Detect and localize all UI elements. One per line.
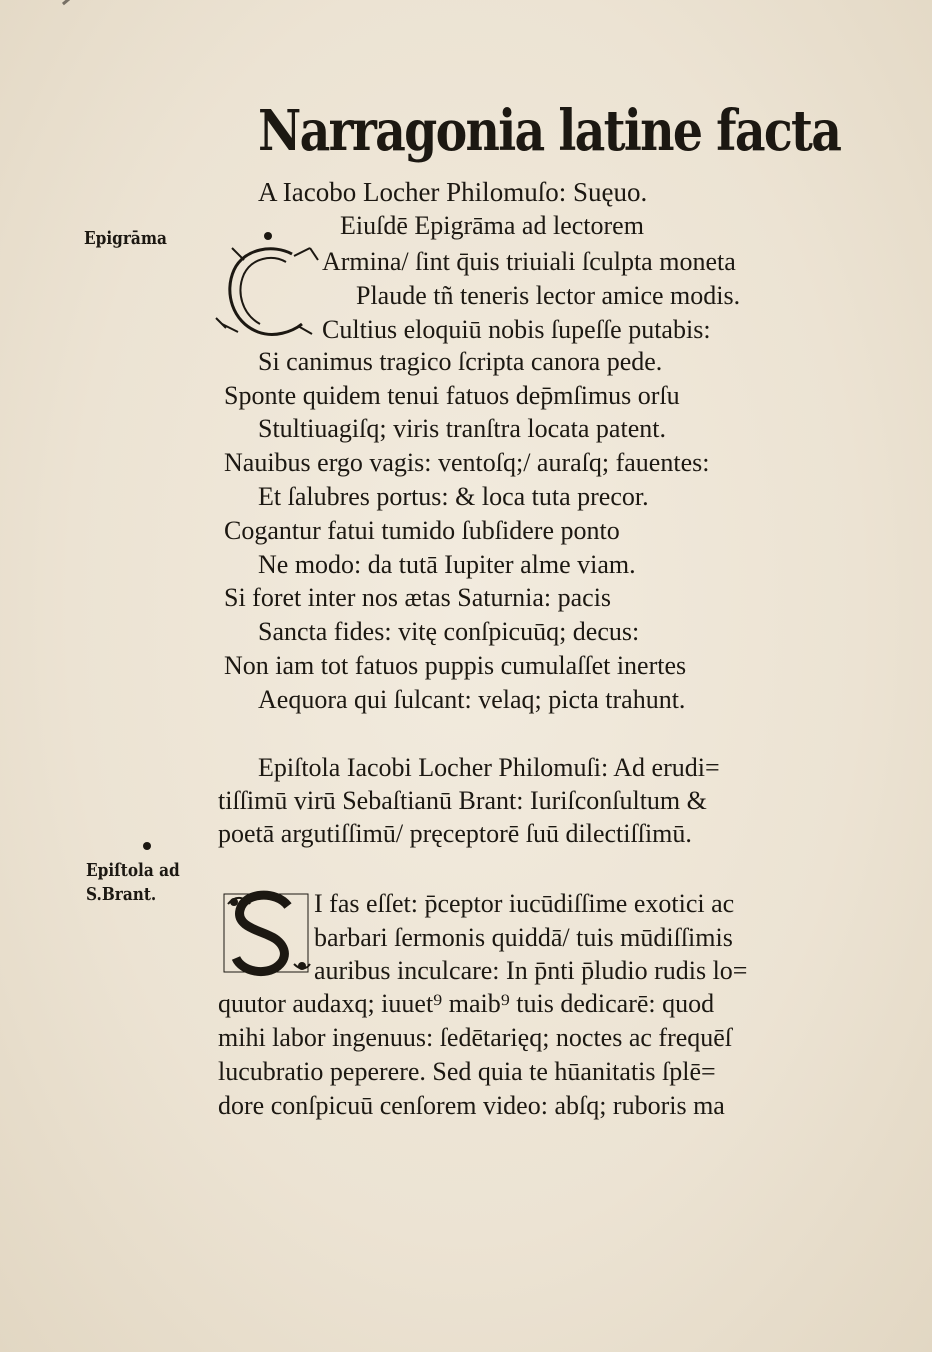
epigram-heading: Eiuſdē Epigrāma ad lectorem [340, 211, 644, 240]
epigram-line: Et ſalubres portus: & loca tuta precor. [258, 482, 649, 511]
bullet-dot [264, 232, 272, 240]
decorated-initial-c-icon [214, 240, 324, 340]
page-title: Narragonia latine facta [258, 98, 841, 164]
epistola-heading-line: Epiſtola Iacobi Locher Philomuſi: Ad erudi= [258, 753, 720, 782]
epigram-line: Ne modo: da tutā Iupiter alme viam. [258, 550, 636, 579]
epistola-body-line: lucubratio peperere. Sed quia te hūanitatis ſplē= [218, 1057, 716, 1086]
epigram-line: Cultius eloquiū nobis ſupeſſe putabis: [322, 315, 711, 344]
epigram-line: Si canimus tragico ſcripta canora pede. [258, 347, 663, 376]
epistola-body-line: mihi labor ingenuus: ſedētarięq; noctes ac frequēſ [218, 1023, 733, 1052]
bullet-dot [143, 842, 151, 850]
epigram-line: Sancta fides: vitę conſpicuūq; decus: [258, 617, 640, 646]
epistola-body-line: barbari ſermonis quiddā/ tuis mūdiſſimis [314, 923, 733, 952]
epigram-line: Si foret inter nos ætas Saturnia: pacis [224, 583, 612, 612]
margin-note-epigram: Epigrāma [84, 228, 167, 249]
epigram-line: Non iam tot fatuos puppis cumulaſſet inertes [224, 651, 687, 680]
margin-note-epistola-line1: Epiſtola ad [86, 860, 180, 881]
epigram-line: Armina/ ſint q̄uis triuiali ſculpta moneta [322, 247, 736, 276]
decorated-initial-s-icon [210, 884, 320, 984]
ink-mark [62, 0, 70, 5]
epigram-line: Plaude tñ teneris lector amice modis. [356, 281, 741, 310]
epistola-heading-line: poetā argutiſſimū/ pręceptorē ſuū dilectiſſimū. [218, 819, 692, 848]
epistola-body-line: quutor audaxq; iuuet⁹ maib⁹ tuis dedicarē: quod [218, 989, 715, 1018]
epistola-body-line: I fas eſſet: p̄ceptor iucūdiſſime exotici ac [314, 889, 735, 918]
epistola-body-line: auribus inculcare: In p̄nti p̄ludio rudis lo= [314, 956, 748, 985]
epistola-heading-line: tiſſimū virū Sebaſtianū Brant: Iuriſconſultum & [218, 786, 707, 815]
epigram-line: Sponte quidem tenui fatuos dep̄mſimus orſu [224, 381, 680, 410]
margin-note-epistola-line2: S.Brant. [86, 884, 157, 905]
epigram-line: Nauibus ergo vagis: ventoſq;/ auraſq; fauentes: [224, 448, 710, 477]
epigram-line: Stultiuagiſq; viris tranſtra locata patent. [258, 414, 666, 443]
epistola-body-line: dore conſpicuū cenſorem video: abſq; ruboris ma [218, 1091, 725, 1120]
epigram-line: Aequora qui ſulcant: velaq; picta trahunt. [258, 685, 686, 714]
epigram-line: Cogantur fatui tumido ſubſidere ponto [224, 516, 620, 545]
subtitle: A Iacobo Locher Philomuſo: Suęuo. [258, 177, 648, 207]
